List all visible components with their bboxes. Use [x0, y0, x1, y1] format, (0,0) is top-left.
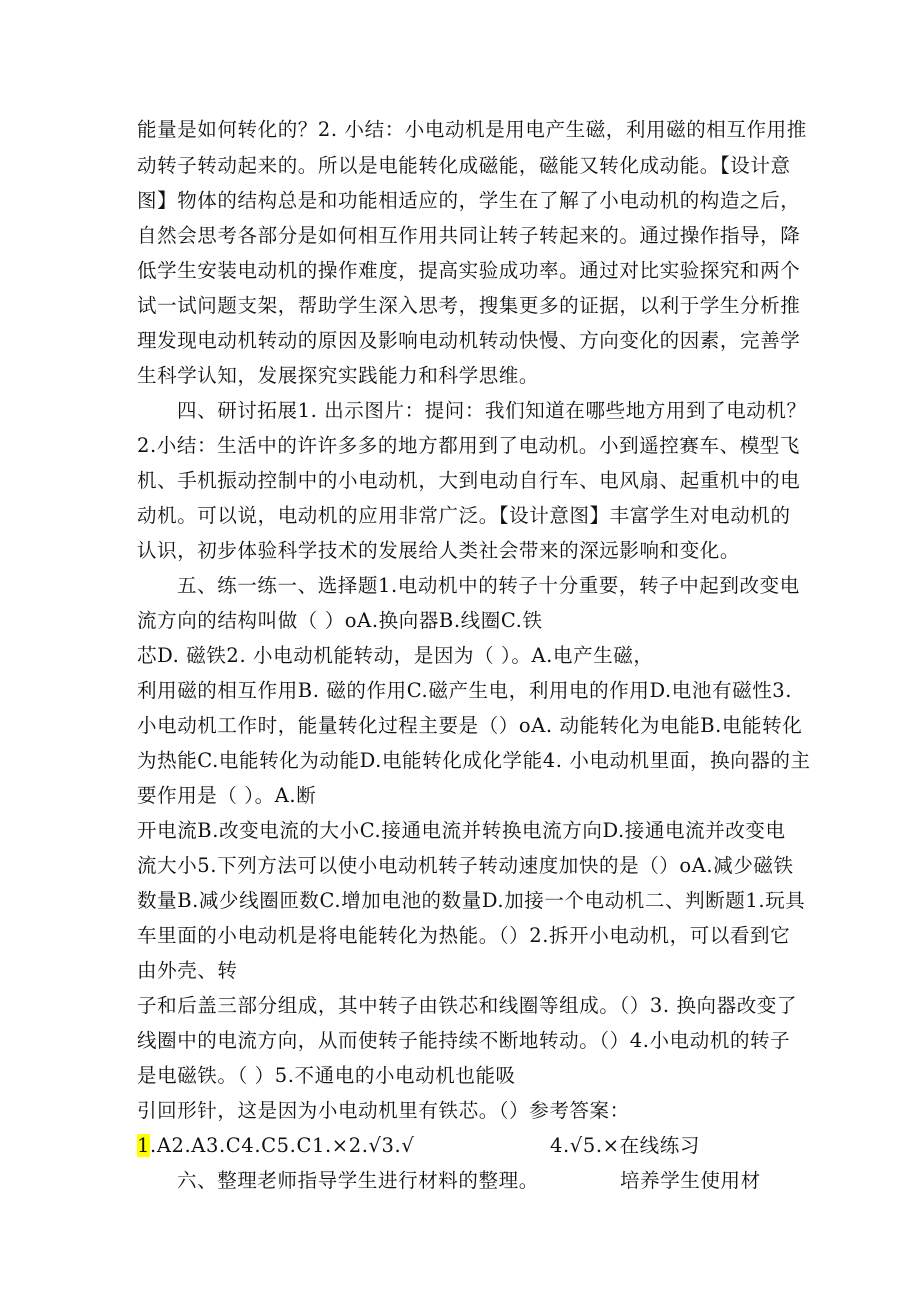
- text-line: 开电流B.改变电流的大小C.接通电流并转换电流方向D.接通电流并改变电: [137, 819, 786, 842]
- text-line: 理发现电动机转动的原因及影响电动机转动快慢、方向变化的因素，完善学: [137, 329, 801, 352]
- text-line: 数量B.减少线圈匝数C.增加电池的数量D.加接一个电动机二、判断题1.玩具: [137, 889, 806, 912]
- text-line: 能量是如何转化的？2. 小结：小电动机是用电产生磁，利用磁的相互作用推: [137, 118, 807, 141]
- text-line: 试一试问题支架，帮助学生深入思考，搜集更多的证据，以利于学生分析推: [137, 294, 801, 317]
- text-line: 子和后盖三部分组成，其中转子由铁芯和线圈等组成。（）3. 换向器改变了: [137, 994, 798, 1017]
- text-line: 要作用是（ ）。A.断: [137, 784, 317, 807]
- answer-key-tail: 4.√5.×在线练习: [550, 1134, 700, 1157]
- text-line: 为热能C.电能转化为动能D.电能转化成化学能4. 小电动机里面，换向器的主: [137, 749, 811, 772]
- text-line: 利用磁的相互作用B. 磁的作用C.磁产生电，利用电的作用D.电池有磁性3.: [137, 679, 793, 702]
- text-line: 认识，初步体验科学技术的发展给人类社会带来的深远影响和变化。: [137, 539, 741, 562]
- text-line: 动机。可以说，电动机的应用非常广泛。【设计意图】丰富学生对电动机的: [137, 504, 791, 527]
- highlighted-answer-start: 1: [137, 1134, 151, 1157]
- text-line: 是电磁铁。（ ）5.不通电的小电动机也能吸: [137, 1064, 516, 1087]
- text-line: 芯D. 磁铁2. 小电动机能转动，是因为（ ）。A.电产生磁，: [137, 644, 654, 667]
- text-line: 图】物体的结构总是和功能相适应的，学生在了解了小电动机的构造之后，: [137, 189, 801, 212]
- text-line: 小电动机工作时，能量转化过程主要是（）oA. 动能转化为电能B.电能转化: [137, 714, 803, 737]
- text-line: 由外壳、转: [137, 959, 238, 982]
- section-six-heading: 六、整理老师指导学生进行材料的整理。: [177, 1169, 539, 1192]
- text-line: 车里面的小电动机是将电能转化为热能。（）2.拆开小电动机，可以看到它: [137, 924, 791, 947]
- text-line: 2.小结：生活中的许许多多的地方都用到了电动机。小到遥控赛车、模型飞: [137, 434, 801, 457]
- section-six-tail: 培养学生使用材: [620, 1169, 761, 1192]
- text-line: 流方向的结构叫做（ ）oA.换向器B.线圈C.铁: [137, 609, 543, 632]
- answer-key-line: [137, 1132, 414, 1160]
- text-line: 动转子转动起来的。所以是电能转化成磁能，磁能又转化成动能。【设计意: [137, 154, 791, 177]
- text-line: 机、手机振动控制中的小电动机，大到电动自行车、电风扇、起重机中的电: [137, 469, 801, 492]
- text-line: 生科学认知，发展探究实践能力和科学思维。: [137, 364, 540, 387]
- text-line: 线圈中的电流方向，从而使转子能持续不断地转动。（）4.小电动机的转子: [137, 1029, 791, 1052]
- text-line: 自然会思考各部分是如何相互作用共同让转子转起来的。通过操作指导，降: [137, 224, 801, 247]
- text-line: 低学生安装电动机的操作难度，提高实验成功率。通过对比实验探究和两个: [137, 259, 801, 282]
- text-line: 引回形针，这是因为小电动机里有铁芯。（）参考答案：: [137, 1099, 630, 1122]
- text-line: 五、练一练一、选择题1.电动机中的转子十分重要，转子中起到改变电: [177, 574, 800, 597]
- text-line: 四、研讨拓展1. 出示图片：提问：我们知道在哪些地方用到了电动机？: [177, 399, 807, 422]
- answer-key-main: .A2.A3.C4.C5.C1.×2.√3.√: [150, 1134, 415, 1157]
- text-line: 流大小5.下列方法可以使小电动机转子转动速度加快的是（）oA.减少磁铁: [137, 854, 794, 877]
